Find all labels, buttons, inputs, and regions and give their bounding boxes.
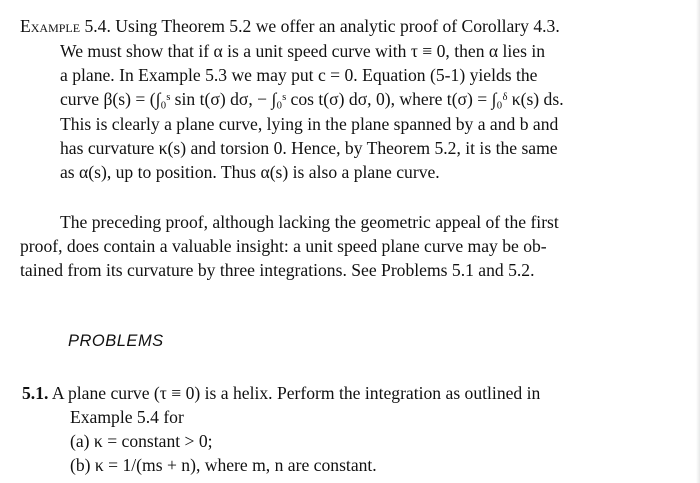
paragraph2-line-3: tained from its curvature by three integrations. See Problems 5.1 and 5.2. (20, 260, 535, 280)
example-line-1 (20, 14, 560, 39)
paragraph2-line-1: The preceding proof, although lacking the geometric appeal of the first (60, 212, 559, 232)
example-line-5: This is clearly a plane curve, lying in the plane spanned by a and b and (60, 114, 559, 134)
example-label: Example 5.4. (20, 16, 111, 36)
problem-5-1-part-a: (a) κ = constant > 0; (70, 431, 213, 451)
example-line-6: has curvature κ(s) and torsion 0. Hence, by Theorem 5.2, it is the same (60, 138, 558, 158)
example-line-2: We must show that if α is a unit speed curve with τ ≡ 0, then α lies in (60, 41, 546, 61)
page-edge-shadow (696, 0, 700, 483)
example-line-7: as α(s), up to position. Thus α(s) is also a plane curve. (60, 162, 440, 182)
problem-5-1-line-2: Example 5.4 for (70, 407, 184, 427)
problem-5-1-line-1 (22, 381, 540, 406)
problem-5-1-part-b: (b) κ = 1/(ms + n), where m, n are constant. (70, 455, 377, 475)
problem-line-1-text: A plane curve (τ ≡ 0) is a helix. Perform the integration as outlined in (51, 383, 541, 403)
problem-number: 5.1. (22, 383, 49, 403)
problems-heading: PROBLEMS (68, 332, 164, 350)
paragraph2-line-2: proof, does contain a valuable insight: a unit speed plane curve may be ob- (20, 236, 547, 256)
example-line-1-text: Using Theorem 5.2 we offer an analytic proof of Corollary 4.3. (115, 16, 560, 36)
example-line-4: curve β(s) = (∫₀ˢ sin t(σ) dσ, − ∫₀ˢ cos t(σ) dσ, 0), where t(σ) = ∫₀ᵟ κ(s) ds. (60, 89, 564, 109)
example-line-3: a plane. In Example 5.3 we may put c = 0. Equation (5-1) yields the (60, 65, 538, 85)
